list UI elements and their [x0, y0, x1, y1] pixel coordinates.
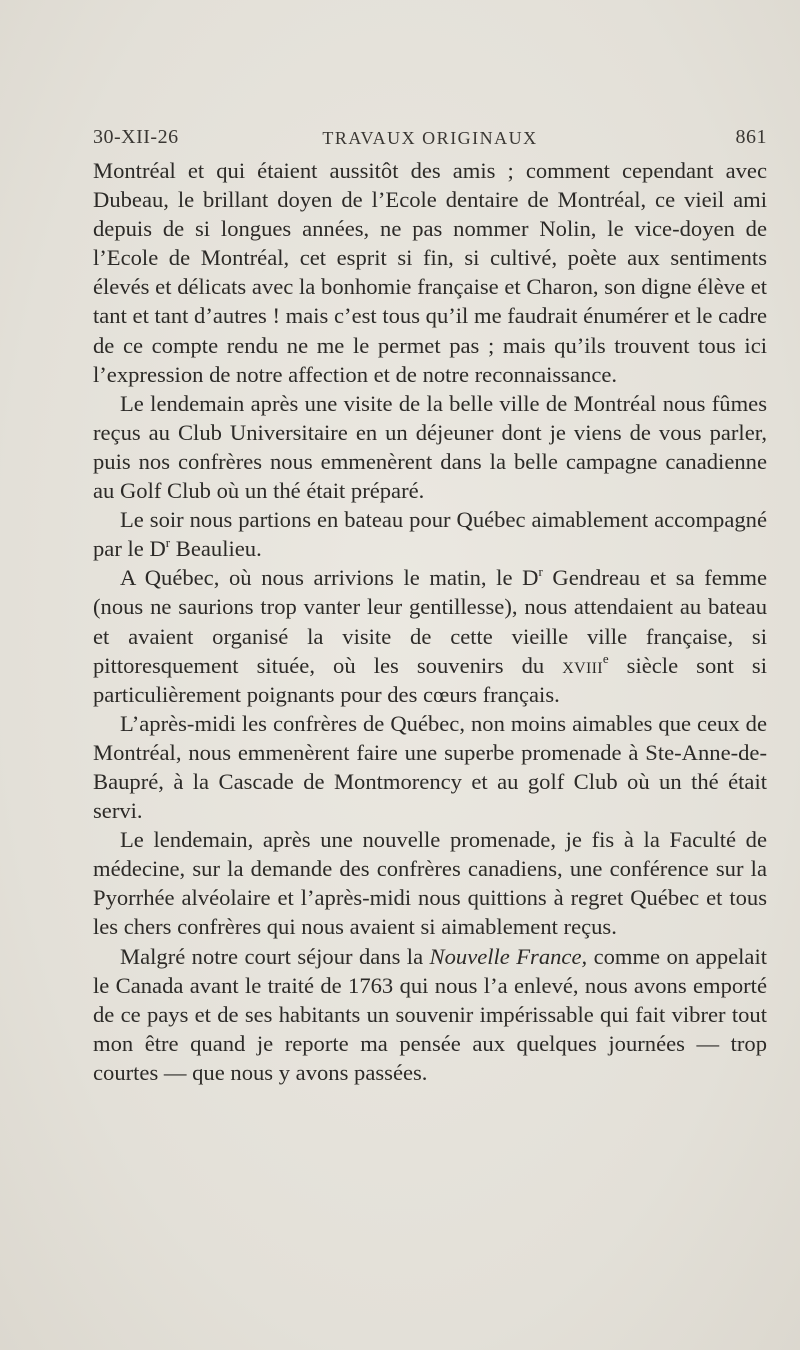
text-run: Montréal et qui étaient aussitôt des amis ; comment cependant avec Dubeau, le brillant doyen de l’Ecole dentaire de Montréal, ce vieil ami depuis de si longues années, ne pas nommer Nolin, le vice-doyen de l’Ecole de Montréal, cet esprit si fin, si cultivé, poète aux sentiments élevés et délicats avec la bonhomie française et Charon, son digne élève et tant et tant d’autres ! mais c’est tous qu’il me faudrait énumérer et le cadre de ce compte rendu ne me le permet pas ; mais qu’ils trouvent tous ici l’expression de notre affection et de notre reconnaissance. — [93, 158, 767, 387]
paragraph — [93, 156, 767, 389]
small-caps-text: xviii — [562, 652, 603, 678]
paragraph — [93, 709, 767, 825]
text-run: Le soir nous partions en bateau pour Québec aimablement accompagné par le D — [93, 507, 767, 562]
text-run: Beaulieu. — [170, 536, 262, 562]
text-run: A Québec, où nous arrivions le matin, le D — [120, 565, 539, 591]
paragraph — [93, 389, 767, 505]
italic-text: Nouvelle France, — [429, 943, 588, 969]
paragraph — [93, 505, 767, 563]
header-section-title: TRAVAUX ORIGINAUX — [322, 128, 538, 148]
text-run: siècle sont si particulièrement poignants pour des cœurs français. — [93, 652, 767, 707]
text-run: L’après-midi les confrères de Québec, non moins aimables que ceux de Montréal, nous emmenèrent faire une superbe promenade à Ste-Anne-de-Baupré, à la Cascade de Montmorency et au golf Club où un thé était servi. — [93, 710, 767, 824]
text-run: Le lendemain après une visite de la belle ville de Montréal nous fûmes reçus au Club Universitaire en un déjeuner dont je viens de vous parler, puis nos confrères nous emmenèrent dans la belle campagne canadienne au Golf Club où un thé était préparé. — [93, 390, 767, 504]
body-text — [93, 156, 767, 1087]
header-date: 30-XII-26 — [93, 126, 179, 148]
superscript: e — [602, 651, 609, 667]
text-run: Le lendemain, après une nouvelle promenade, je fis à la Faculté de médecine, sur la demande des confrères canadiens, une conférence sur la Pyorrhée alvéolaire et l’après-midi nous quittions à regret Québec et tous les chers confrères qui nous avaient si aimablement reçus. — [93, 827, 767, 940]
paragraph — [93, 825, 767, 941]
running-header — [93, 126, 767, 154]
text-run: comme on appelait le Canada avant le traité de 1763 qui nous l’a enlevé, nous avons emporté de ce pays et de ses habitants un souvenir impérissable qui fait vibrer tout mon être quand je reporte ma pensée aux quelques journées — trop courtes — que nous y avons passées. — [93, 943, 768, 1085]
text-run: Malgré notre court séjour dans la — [120, 943, 430, 969]
page-number: 861 — [735, 126, 767, 148]
paragraph — [93, 563, 767, 708]
superscript: r — [538, 563, 543, 579]
paragraph — [93, 942, 767, 1087]
superscript: r — [165, 534, 171, 550]
text-run: Gendreau et sa femme (nous ne saurions trop vanter leur gentillesse), nous attendaient au bateau et avaient organisé la visite de cette vieille ville française, si pittoresquement située, où les souvenirs du — [93, 565, 767, 678]
